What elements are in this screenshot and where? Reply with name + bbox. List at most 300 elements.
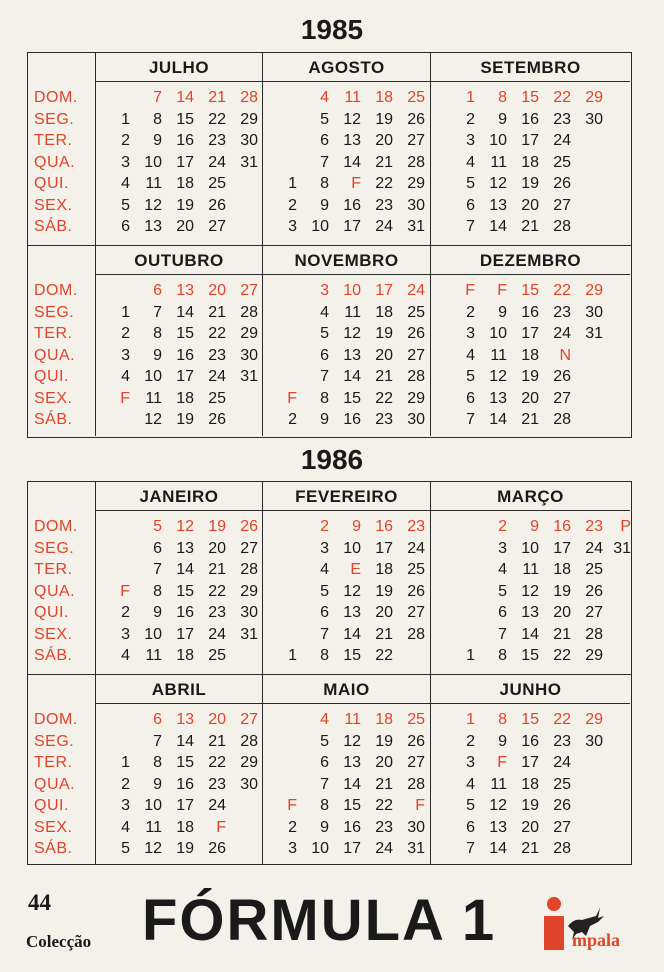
calendar-day: 17 (521, 325, 539, 342)
calendar-day: 14 (176, 89, 194, 106)
calendar-day: 4 (320, 561, 329, 578)
weekday-label: SEX. (34, 818, 73, 836)
calendar-day: F (497, 282, 507, 299)
calendar-day: 4 (466, 346, 475, 364)
calendar-day: 18 (521, 153, 539, 171)
month-block (431, 53, 630, 245)
month-row (28, 674, 631, 865)
calendar-day: 26 (553, 797, 571, 814)
calendar-day: 28 (553, 411, 571, 428)
calendar-day: 4 (121, 818, 130, 836)
calendar-day: 26 (407, 110, 425, 128)
calendar-day: 8 (153, 110, 162, 128)
calendar-day: 9 (352, 518, 361, 535)
calendar-day: 8 (498, 647, 507, 664)
calendar-day: 19 (208, 518, 226, 535)
calendar-day: 24 (375, 218, 393, 235)
calendar-day: N (559, 346, 571, 364)
calendar-day: 7 (466, 840, 475, 857)
calendar-day: 16 (521, 303, 539, 321)
calendar-day: 20 (521, 818, 539, 836)
weekday-label: SEX. (34, 625, 73, 643)
calendar-day: 22 (208, 754, 226, 771)
calendar-day: 22 (553, 89, 571, 106)
calendar-day: 5 (466, 368, 475, 385)
calendar-day: 1 (121, 110, 130, 128)
calendar-day: 14 (176, 732, 194, 750)
calendar-day: 12 (489, 368, 507, 385)
calendar-day: 28 (407, 775, 425, 793)
calendar-day: 13 (343, 346, 361, 364)
calendar-day: 21 (375, 153, 393, 171)
calendar-day: 14 (489, 411, 507, 428)
month-block (263, 675, 431, 865)
calendar-day: 9 (498, 732, 507, 750)
brand-title: FÓRMULA 1 (142, 888, 497, 953)
calendar-day: 14 (521, 625, 539, 643)
calendar-day: 7 (498, 625, 507, 643)
month-title: MAIO (263, 675, 430, 704)
calendar-day: 21 (375, 775, 393, 793)
calendar-day: 11 (490, 153, 507, 171)
calendar-day: 5 (498, 582, 507, 600)
month-title: NOVEMBRO (263, 246, 430, 275)
calendar-day: 21 (521, 218, 539, 235)
calendar-day: 2 (466, 732, 475, 750)
calendar-day: 2 (121, 604, 130, 621)
calendar-day: 7 (320, 775, 329, 793)
calendar-day: 28 (407, 625, 425, 643)
calendar-day: 25 (407, 89, 425, 106)
calendar-day: 21 (375, 625, 393, 643)
month-title: DEZEMBRO (431, 246, 630, 275)
calendar-day: 25 (553, 153, 571, 171)
calendar-day: 18 (375, 711, 393, 728)
calendar-day: 8 (320, 797, 329, 814)
calendar-day: 5 (153, 518, 162, 535)
calendar-day: 4 (121, 368, 130, 385)
calendar-day: 2 (121, 132, 130, 149)
calendar-day: F (497, 754, 507, 771)
calendar-day: 17 (176, 368, 194, 385)
calendar-day: 23 (375, 818, 393, 836)
calendar-day: 30 (407, 818, 425, 836)
calendar-day: 15 (521, 89, 539, 106)
calendar-day: 10 (311, 218, 329, 235)
calendar-day: 15 (343, 647, 361, 664)
month-block (431, 246, 630, 436)
calendar-grid-1986 (27, 481, 632, 865)
calendar-day: 3 (121, 346, 130, 364)
calendar-day: 30 (240, 346, 258, 364)
calendar-day: 28 (553, 218, 571, 235)
calendar-day: 12 (343, 325, 361, 342)
calendar-day: 30 (585, 303, 603, 321)
calendar-day: 16 (521, 110, 539, 128)
calendar-day: 7 (153, 732, 162, 750)
calendar-day: 4 (320, 89, 329, 106)
calendar-day: 23 (208, 132, 226, 149)
calendar-day: E (350, 561, 361, 578)
month-block (263, 482, 431, 674)
calendar-day: 26 (407, 582, 425, 600)
calendar-day: 23 (208, 775, 226, 793)
card-number: 44 (28, 890, 51, 915)
calendar-day: 10 (144, 153, 162, 171)
weekday-label: SEG. (34, 303, 75, 321)
calendar-day: 9 (153, 132, 162, 149)
calendar-day: 27 (240, 539, 258, 557)
calendar-day: 13 (144, 218, 162, 235)
calendar-day: 3 (288, 218, 297, 235)
calendar-day: 8 (320, 175, 329, 192)
calendar-day: 6 (121, 218, 130, 235)
calendar-day: 23 (375, 411, 393, 428)
calendar-day: 27 (407, 132, 425, 149)
calendar-day: 30 (585, 110, 603, 128)
calendar-day: 24 (208, 797, 226, 814)
calendar-day: 31 (585, 325, 603, 342)
calendar-day: 23 (208, 346, 226, 364)
calendar-day: 4 (498, 561, 507, 578)
calendar-day: F (351, 175, 361, 192)
calendar-day: 22 (375, 175, 393, 192)
calendar-day: 14 (489, 840, 507, 857)
calendar-day: 2 (288, 411, 297, 428)
calendar-day: 2 (288, 196, 297, 214)
weekday-label: SEG. (34, 110, 75, 128)
weekday-column (28, 675, 96, 865)
calendar-day: 14 (176, 561, 194, 578)
calendar-day: 21 (208, 561, 226, 578)
calendar-day: 10 (144, 625, 162, 643)
calendar-day: 13 (489, 389, 507, 407)
calendar-day: 11 (145, 389, 162, 407)
calendar-day: 12 (144, 840, 162, 857)
calendar-day: 10 (144, 797, 162, 814)
calendar-day: 1 (466, 89, 475, 106)
calendar-day: 11 (490, 775, 507, 793)
calendar-day: 10 (489, 132, 507, 149)
calendar-day: 6 (466, 818, 475, 836)
calendar-day: 13 (489, 818, 507, 836)
calendar-day: 14 (489, 218, 507, 235)
calendar-day: 9 (498, 303, 507, 321)
calendar-day: 18 (375, 303, 393, 321)
calendar-day: 18 (553, 561, 571, 578)
calendar-day: 17 (176, 797, 194, 814)
weekday-label: TER. (34, 561, 73, 578)
calendar-day: 18 (176, 818, 194, 836)
weekday-label: SÁB. (34, 647, 73, 664)
weekday-label: QUA. (34, 775, 76, 793)
calendar-day: 10 (521, 539, 539, 557)
calendar-day: 16 (343, 411, 361, 428)
calendar-day: 20 (375, 346, 393, 364)
calendar-day: 17 (176, 625, 194, 643)
calendar-day: 12 (144, 411, 162, 428)
calendar-day: 29 (240, 110, 258, 128)
month-block (431, 482, 630, 674)
weekday-label: SÁB. (34, 840, 73, 857)
calendar-day: 11 (145, 647, 162, 664)
calendar-day: 13 (521, 604, 539, 621)
calendar-day: 19 (375, 325, 393, 342)
calendar-day: 19 (176, 840, 194, 857)
calendar-day: 11 (490, 346, 507, 364)
calendar-day: 13 (489, 196, 507, 214)
calendar-day: 20 (208, 539, 226, 557)
calendar-day: 22 (375, 797, 393, 814)
weekday-label: QUI. (34, 797, 69, 814)
month-title: OUTUBRO (96, 246, 262, 275)
calendar-day: 30 (407, 196, 425, 214)
month-row (28, 245, 631, 436)
weekday-label: SÁB. (34, 218, 73, 235)
calendar-day: 9 (498, 110, 507, 128)
calendar-day: 1 (466, 711, 475, 728)
calendar-day: 12 (343, 110, 361, 128)
calendar-day: 20 (375, 604, 393, 621)
calendar-day: 29 (585, 282, 603, 299)
calendar-day: 27 (585, 604, 603, 621)
calendar-day: 19 (375, 582, 393, 600)
calendar-day: 21 (208, 732, 226, 750)
calendar-day: 24 (553, 325, 571, 342)
calendar-day: 4 (320, 303, 329, 321)
calendar-grid-1985 (27, 52, 632, 438)
calendar-day: 26 (553, 175, 571, 192)
calendar-day: 24 (208, 368, 226, 385)
calendar-day: 6 (153, 539, 162, 557)
calendar-day: 28 (240, 561, 258, 578)
weekday-label: TER. (34, 754, 73, 771)
weekday-label: SEG. (34, 732, 75, 750)
calendar-day: 6 (153, 282, 162, 299)
calendar-day: 24 (375, 840, 393, 857)
calendar-day: 4 (466, 153, 475, 171)
calendar-day: 26 (407, 325, 425, 342)
calendar-day: 29 (407, 389, 425, 407)
impala-logo-text: mpala (572, 930, 621, 950)
calendar-day: 26 (585, 582, 603, 600)
calendar-day: 28 (585, 625, 603, 643)
calendar-day: 10 (343, 282, 361, 299)
year-1985-title: 1985 (300, 14, 364, 45)
calendar-day: 20 (208, 711, 226, 728)
calendar-day: 3 (288, 840, 297, 857)
calendar-day: 1 (288, 647, 297, 664)
calendar-day: 15 (176, 325, 194, 342)
calendar-day: 10 (311, 840, 329, 857)
calendar-day: 7 (320, 153, 329, 171)
calendar-day: 29 (240, 754, 258, 771)
calendar-day: 29 (585, 711, 603, 728)
calendar-day: 13 (343, 132, 361, 149)
calendar-day: 3 (320, 539, 329, 557)
calendar-day: 18 (176, 647, 194, 664)
calendar-day: 22 (375, 389, 393, 407)
weekday-label: TER. (34, 132, 73, 149)
calendar-day: 27 (208, 218, 226, 235)
calendar-day: 4 (466, 775, 475, 793)
calendar-day: 20 (375, 754, 393, 771)
calendar-day: 6 (320, 604, 329, 621)
calendar-day: 20 (208, 282, 226, 299)
calendar-day: 24 (208, 153, 226, 171)
weekday-label: SEG. (34, 539, 75, 557)
calendar-day: 6 (320, 132, 329, 149)
calendar-day: 17 (553, 539, 571, 557)
weekday-label: DOM. (34, 89, 78, 106)
calendar-day: 15 (176, 754, 194, 771)
calendar-day: 2 (121, 325, 130, 342)
weekday-column (28, 53, 96, 245)
calendar-day: 27 (553, 818, 571, 836)
calendar-day: 31 (240, 368, 258, 385)
calendar-day: 29 (407, 175, 425, 192)
weekday-label: QUI. (34, 604, 69, 621)
calendar-day: 26 (208, 196, 226, 214)
calendar-day: 16 (553, 518, 571, 535)
calendar-day: 9 (320, 196, 329, 214)
calendar-day: 28 (240, 303, 258, 321)
calendar-day: 13 (176, 711, 194, 728)
calendar-day: 14 (176, 303, 194, 321)
calendar-day: 30 (585, 732, 603, 750)
calendar-day: 19 (521, 175, 539, 192)
month-block (96, 675, 263, 865)
calendar-day: 16 (375, 518, 393, 535)
calendar-day: 5 (320, 582, 329, 600)
month-block (263, 53, 431, 245)
calendar-day: 7 (320, 625, 329, 643)
calendar-day: 9 (153, 604, 162, 621)
calendar-day: F (120, 389, 130, 407)
calendar-day: 26 (407, 732, 425, 750)
calendar-day: 7 (466, 218, 475, 235)
calendar-day: 22 (208, 325, 226, 342)
calendar-day: F (216, 818, 226, 836)
calendar-day: 4 (121, 647, 130, 664)
calendar-day: 30 (240, 604, 258, 621)
calendar-day: 12 (144, 196, 162, 214)
calendar-day: 6 (320, 754, 329, 771)
year-1986-title: 1986 (300, 444, 364, 475)
calendar-day: 17 (176, 153, 194, 171)
calendar-day: 21 (521, 840, 539, 857)
calendar-day: 19 (521, 368, 539, 385)
calendar-day: 28 (240, 89, 258, 106)
calendar-day: 19 (176, 196, 194, 214)
month-row (28, 482, 631, 674)
calendar-day: 3 (320, 282, 329, 299)
calendar-day: 24 (585, 539, 603, 557)
calendar-day: 13 (176, 539, 194, 557)
calendar-day: 12 (489, 175, 507, 192)
calendar-day: 7 (466, 411, 475, 428)
calendar-day: 29 (585, 89, 603, 106)
calendar-day: 6 (320, 346, 329, 364)
weekday-label: DOM. (34, 518, 78, 535)
calendar-day: 1 (121, 303, 130, 321)
calendar-day: 11 (344, 711, 361, 728)
weekday-label: QUA. (34, 346, 76, 364)
calendar-day: 9 (153, 775, 162, 793)
month-block (96, 246, 263, 436)
calendar-day: 23 (208, 604, 226, 621)
calendar-day: 19 (176, 411, 194, 428)
calendar-day: 5 (320, 732, 329, 750)
calendar-day: 16 (176, 775, 194, 793)
calendar-day: 11 (344, 303, 361, 321)
calendar-day: 18 (176, 175, 194, 192)
calendar-day: 8 (498, 89, 507, 106)
calendar-day: 20 (176, 218, 194, 235)
calendar-day: 15 (521, 711, 539, 728)
calendar-day: 13 (176, 282, 194, 299)
calendar-day: 30 (240, 132, 258, 149)
calendar-day: 21 (208, 89, 226, 106)
calendar-day: 2 (498, 518, 507, 535)
calendar-day: 19 (375, 732, 393, 750)
calendar-day: 2 (121, 775, 130, 793)
calendar-day: 7 (320, 368, 329, 385)
calendar-day: 8 (320, 647, 329, 664)
month-block (96, 482, 263, 674)
weekday-label: TER. (34, 325, 73, 342)
calendar-day: 12 (343, 732, 361, 750)
weekday-label: SEX. (34, 389, 73, 407)
month-block (96, 53, 263, 245)
calendar-day: 22 (208, 110, 226, 128)
calendar-day: 18 (375, 561, 393, 578)
calendar-day: 27 (407, 604, 425, 621)
calendar-day: 20 (375, 132, 393, 149)
calendar-day: 3 (466, 754, 475, 771)
calendar-day: 2 (288, 818, 297, 836)
calendar-day: 17 (375, 539, 393, 557)
weekday-label: QUA. (34, 582, 76, 600)
calendar-day: 18 (521, 775, 539, 793)
month-block (263, 246, 431, 436)
month-title: MARÇO (431, 482, 630, 511)
calendar-day: 29 (240, 325, 258, 342)
calendar-day: 15 (521, 647, 539, 664)
calendar-day: 14 (343, 153, 361, 171)
calendar-day: F (287, 797, 297, 814)
calendar-day: 15 (343, 797, 361, 814)
calendar-day: 8 (153, 582, 162, 600)
calendar-day: 5 (466, 175, 475, 192)
calendar-day: 23 (585, 518, 603, 535)
calendar-day: 1 (466, 647, 475, 664)
calendar-day: 15 (343, 389, 361, 407)
calendar-day: 17 (521, 754, 539, 771)
calendar-day: 28 (553, 840, 571, 857)
calendar-day: 29 (585, 647, 603, 664)
calendar-day: 25 (407, 303, 425, 321)
calendar-day: 27 (553, 389, 571, 407)
weekday-column (28, 246, 96, 436)
calendar-day: 3 (121, 797, 130, 814)
calendar-day: 27 (407, 754, 425, 771)
calendar-day: 21 (375, 368, 393, 385)
calendar-day: 6 (153, 711, 162, 728)
calendar-day: 11 (522, 561, 539, 578)
calendar-day: 31 (240, 153, 258, 171)
calendar-day: 25 (407, 561, 425, 578)
